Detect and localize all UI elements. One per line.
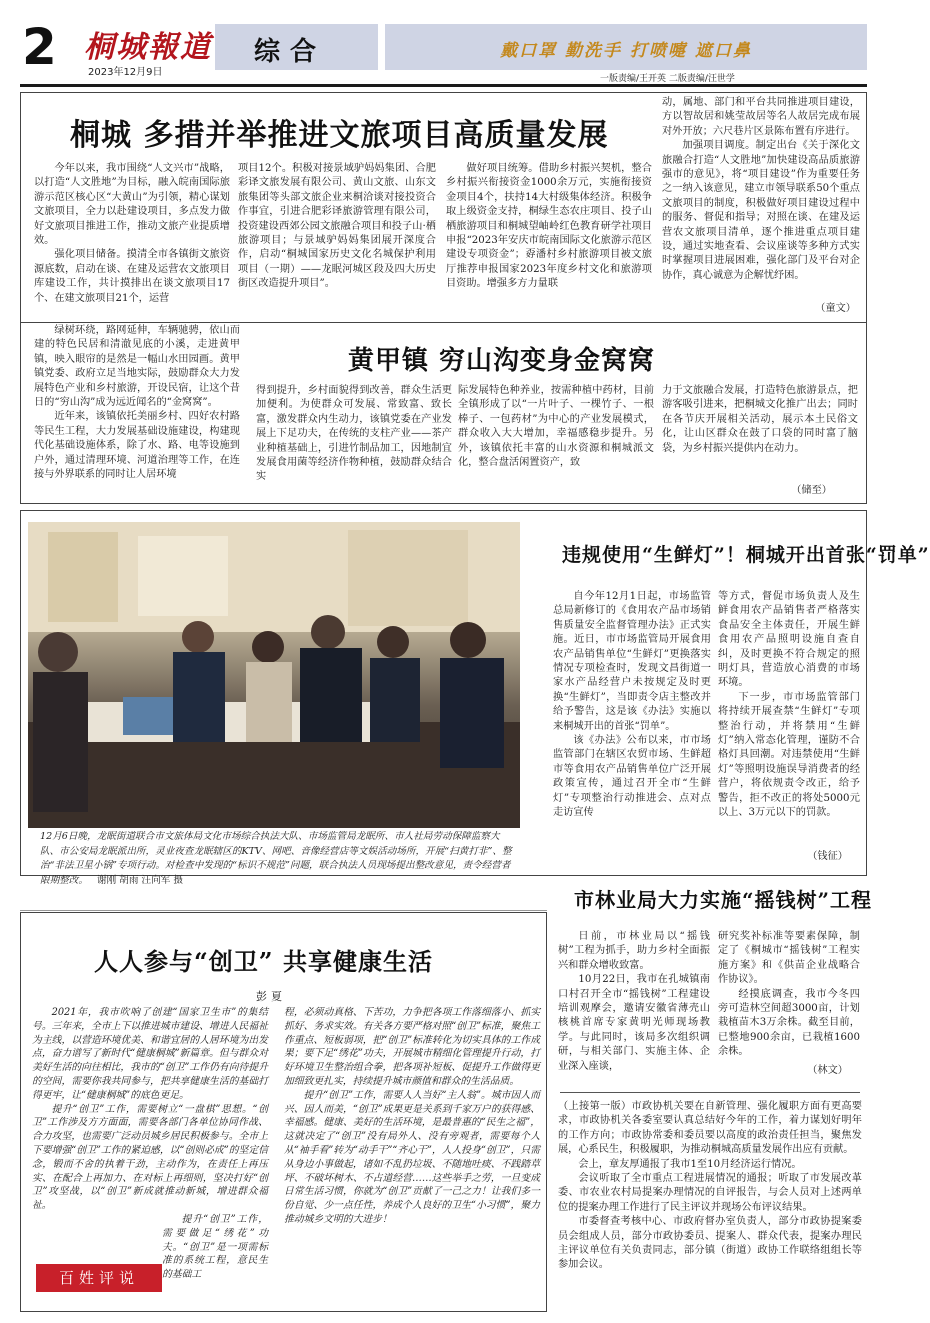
article1-column-3	[446, 162, 652, 316]
paragraph: 加强项目调度。制定出台《关于深化文旅融合打造“人文胜地”加快建设高品质旅游强市的意见》，将“项目建设”作为重要任务之一纳入该意见，建立市领导联系50个重点文旅项目的制度，积极做好项目建设过程中的服务、督促和指导；对照在谈、在建及运营农文旅项目清单，逐个推进重点项目建设，通过实地查看、会议座谈等多种方式实时掌握项目进展困难，强化部门及平台对企协作，真心诚意为企解忧纾困。	[662, 140, 860, 281]
headline-huangjia: 黄甲镇 穷山沟变身金窝窝	[348, 346, 656, 376]
article2-column-3	[458, 384, 654, 500]
paragraph: 项目12个。积极对接景域驴妈妈集团、合肥彩译文旅发展有限公司、黄山文旅、山东文旅集团等头部文旅企业来桐洽谈对接投资合作事宜，引进合肥彩译旅游管理有限公司，投资建设西郊公园文旅融合项目和投子山·栖旅游项目；与景域驴妈妈集团展开深度合作，启动“桐城国家历史文化名城保护利用项目（一期）——龙眠河城区段及四大历史街区改造提升项目”。	[238, 163, 436, 290]
paragraph: 际发展特色种养业，按需种植中药材，目前全镇形成了以“一片叶子、一棵竹子、一根棒子、一包药材”为中心的产业发展模式，群众收入大大增加，幸福感稳步提升。另外，该镇依托丰富的山水资源和桐城派文化，整合盘活闲置资产，致	[458, 385, 654, 469]
paragraph: 强化项目储备。摸清全市各镇街文旅资源底数，启动在谈、在建及运营农文旅项目库建设工作，共计摸排出在谈文旅项目17个、在建文旅项目21个，运营	[34, 249, 230, 304]
article5-column-2	[284, 1006, 540, 1310]
paragraph: 经摸底调查，我市今冬四旁可造林空间超3000亩，计划栽植苗木3万余株。截至目前，已整地900余亩，已栽植1600余株。	[718, 988, 860, 1058]
header-rule	[20, 84, 867, 87]
paragraph: 2021年，我市吹响了创建“国家卫生市”的集结号。三年来，全市上下以推进城市建设、增进人民福祉为主线，以营造环境优美、和谐宜居的人居环境为出发点，奋力谱写了新时代“健康桐城”新篇章。但与群众对美好生活的向往相比，我市的“创卫”工作仍有向待提升的空间，需要你我共同参与，把共享健康生活的基础打得更牢，让“健康桐城”的底色更足。	[32, 1007, 268, 1101]
inspection-photo	[28, 522, 520, 828]
headline-health: 人人参与“创卫” 共享健康生活	[94, 947, 433, 976]
paper-name: 桐城報道	[84, 30, 212, 65]
photo-credit: 谢刚 胡雨 汪向军 摄	[97, 874, 183, 886]
paragraph: 会上，章友厚通报了我市1至10月经济运行情况。	[578, 1158, 802, 1170]
article1-column-4	[662, 96, 860, 302]
slogan: 戴口罩 勤洗手 打喷嚏 遮口鼻	[500, 41, 752, 61]
paragraph: 提升“创卫”工作，需要做足“绣花”功夫。“创卫”是一项需标准的系统工程，意民生的基础工	[162, 1213, 268, 1281]
paragraph: （上接第一版）市政协机关要在自新管理、强化履职方面有更高要求，市政协机关各委室要认真总结好今年的工作，着力谋划好明年的工作方向；市政协常委和委员要以高度的政治责任担当，聚焦发展，心系民生，积极履职，为推动桐城高质量发展作出应有贡献。	[558, 1101, 862, 1156]
publication-date: 2023年12月9日	[88, 67, 163, 78]
paragraph: 今年以来，我市围绕“人文兴市”战略，以打造“人文胜地”为目标，融入皖南国际旅游示范区核心区“大黄山”为引领，精心谋划文旅项目，全力以赴建设项目，多点发力做好文旅项目推进工作，推动文旅产业提质增效。	[34, 163, 230, 247]
article1-column-2	[238, 162, 436, 316]
paragraph: 自今年12月1日起，市场监管总局新修订的《食用农产品市场销售质量安全监督管理办法》正式实施。近日，市市场监管局开展食用农产品销售单位“生鲜灯”更换落实情况专项检查时，发现文昌街道一家水产品经营户未按规定及时更换“生鲜灯”，当即责令店主整改并给予警告，这是该《办法》实施以来桐城开出的首张“罚单”。	[553, 591, 711, 732]
paragraph: 力于文旅融合发展，打造特色旅游景点，把游客吸引进来，把桐城文化推广出去；同时在各节庆开展相关活动，展示本土民俗文化，让山区群众在鼓了口袋的同时富了脑袋，为乡村振兴提供内在动力。	[662, 385, 858, 454]
paragraph: 日前，市林业局以“摇钱树”工程为抓手，助力乡村全面振兴和群众增收致富。	[558, 931, 710, 971]
headline-culture-tourism: 桐城 多措并举推进文旅项目高质量发展	[70, 118, 609, 153]
article2-signature: （储至）	[791, 485, 832, 496]
author: 彭夏	[256, 990, 286, 1003]
editor-credits: 一版责编/王开英 二版责编/汪世学	[600, 74, 735, 84]
headline-forestry: 市林业局大力实施“摇钱树”工程	[574, 888, 873, 912]
paragraph: 绿树环绕，路网延伸，车辆驰骋，依山而建的特色民居和清澈见底的小溪，走进黄甲镇，映入眼帘的是然是一幅山水田园画。黄甲镇党委、政府立足当地实际，鼓励群众大力发展特色产业和乡村旅游，开设民宿，让这个昔日的“穷山沟”成为远近闻名的“金窝窝”。	[34, 325, 240, 409]
page-number: 2	[22, 18, 57, 76]
article3-column-1	[553, 590, 711, 866]
article4-column-2	[718, 930, 860, 1062]
article2-column-4	[662, 384, 858, 484]
paragraph: 等方式，督促市场负责人及生鲜食用农产品销售者严格落实食品安全主体责任，开展生鲜食用农产品照明设施自查自纠，及时更换不符合规定的照明灯具，营造放心消费的市场环境。	[718, 591, 860, 689]
commentary-badge: 百姓评说	[36, 1264, 162, 1292]
article2-column-2	[256, 384, 452, 500]
paragraph: 会议听取了全市重点工程进展情况的通报；听取了市发展改革委、市农业农村局提案办理情况的自评报告，与会人员对上述两单位的提案办理工作进行了民主评议并现场公布评议结果。	[558, 1173, 862, 1213]
paragraph: 研究奖补标准等要素保障，制定了《桐城市“摇钱树”工程实施方案》和《供苗企业战略合作协议》。	[718, 931, 860, 986]
divider	[20, 910, 547, 911]
paragraph: 10月22日，我市在孔城镇南口村召开全市“摇钱树”工程建设培训观摩会，邀请安徽省薄壳山核桃首席专家黄明光师现场教学。与此同时，该局多次组织调研，与相关部门、实施主体、企业深入座谈，	[558, 974, 710, 1072]
article1-signature: （童文）	[815, 303, 856, 314]
article3-signature: （钱征）	[807, 851, 848, 862]
masthead	[0, 0, 887, 90]
article4-column-1	[558, 930, 710, 1090]
paragraph: 下一步，市市场监管部门将持续开展查禁“生鲜灯”专项整治行动，并将禁用“生鲜灯”纳入常态化管理，谨防不合格灯具回潮。对违禁使用“生鲜灯”等照明设施误导消费者的经营户，将依规责令改正，给予警告，拒不改正的将处5000元以上、3万元以下的罚款。	[718, 691, 860, 819]
paragraph: 提升“创卫”工作，需要树立“一盘棋”思想。“创卫”工作涉及方方面面，需要各部门各单位协同作战、合力攻坚，也需要广泛动员城乡居民积极参与。全市上下要增强“创卫”工作的紧迫感，以“创则必成”的坚定信念，锻而不舍的执着干劲，主动作为，在责任上再压实、在配合上再加力、在对标上再细则，坚决打好“创卫”攻坚战，以“创卫”新成就推动新城，增进群众福祉。	[32, 1103, 268, 1212]
paragraph: 做好项目统筹。借助乡村振兴契机，整合乡村振兴衔接资金1000余万元，实施衔接资金项目4个，扶持14大村级集体经济。积极争取上级资金支持，桐绿生态农庄项目、投子山栖旅游项目和桐城望岫岭红色教育研学社项目申报“2023年安庆市皖南国际文化旅游示范区建设专项资金”；孬潘村乡村旅游项目被文旅厅推荐申报国家2023年度乡村文化和旅游项目资助。增强多方力量联	[446, 163, 652, 290]
divider	[560, 1092, 860, 1093]
paragraph: 该《办法》公布以来，市市场监管部门在辖区农贸市场、生鲜超市等食用农产品销售单位广泛开展政策宣传，通过召开全市“生鲜灯”专项整治行动推进会、点对点走访宣传	[553, 735, 711, 819]
article4-signature: （林文）	[807, 1065, 848, 1076]
photo-caption	[40, 830, 518, 886]
article2-column-1	[34, 324, 240, 500]
headline-fresh-light: 违规使用“生鲜灯”！桐城开出首张“罚单”	[562, 544, 930, 566]
paragraph: 市委督查考核中心、市政府督办室负责人，部分市政协提案委员会组成人员，部分市政协委员、提案人、群众代表，提案办理民主评议单位有关负责同志，部分镇（街道）政协工作联络组组长等参加会议。	[558, 1216, 862, 1271]
paragraph: 提升“创卫”工作，需要人人当好“主人翁”。城市因人而兴、因人而美，“创卫”成果更是关系到千家万户的获得感、幸福感。健康、美好的生活环境，是最普惠的“民生之福”，这就决定了“创卫”没有局外人、没有旁观者，需要每个人从“袖手看”转为“动手干”“齐心干”，人人投身“创卫”，只需从身边小事做起，诸如不乱扔垃圾、不随地吐痰、不践踏草坪、不破坏树木、不占道经营……这些举手之劳，一旦变成日常生活习惯，你就为“创卫”贡献了一己之力！让我们多一份自觉、少一点任性，养成个人良好的卫生“小习惯”，聚力推动城乡文明的大进步！	[284, 1089, 540, 1225]
section-title: 综合	[254, 37, 327, 67]
divider	[20, 322, 867, 323]
paragraph: 近年来，该镇依托美丽乡村、四好农村路等民生工程，大力发展基础设施建设，构建现代化基础设施体系，除了水、路、电等设施到户外，通过清理环境、河道治理等工作，在连接与外界联系的同时让人居环境	[34, 411, 240, 481]
paragraph: 动，属地、部门和平台共同推进项目建设，方以智故居和姚莹故居等名人故居完成布展对外开放；六尺巷片区景陈布置有序进行。	[662, 97, 860, 137]
caption-text: 12月6日晚，龙眠街道联合市文旅体局文化市场综合执法大队、市场监管局龙眠所、市人社局劳动保障监察大队、市公安局龙眠派出所，灵业夜查龙眠辖区的KTV、网吧、音像经营店等文娱活动场所，开展“扫黄打非”、整治“非法卫星小锅”专项行动。对检查中发现的“标识不规范”问题，联合执法人员现场提出整改意见，责令经营者限期整改。	[40, 831, 512, 886]
paragraph: 程，必须动真格、下苦功，力争把各项工作落细落小、抓实抓好、务求实效。有关各方要严格对照“创卫”标准，聚焦工作重点、短板弱项，把“创卫”标准转化为切实具体的工作成果；要下足“绣花”功夫，开展城市精细化管理提升行动，打好环境卫生整治组合拳，把各项补短板、促提升工作做得更加细致更扎实，持续提升城市颜值和群众的生活品质。	[284, 1007, 540, 1087]
paragraph: 得到提升，乡村面貌得到改善，群众生活更加便利。为使群众可发展、常致富、致长富，激发群众内生动力，该镇党委在产业发展上下足功夫，在传统的支柱产业——茶产业种植基础上，引进竹制品加工，因地制宜发展食用菌等经济作物种植，鼓励群众结合实	[256, 385, 452, 483]
article1-column-1	[34, 162, 230, 316]
article3-column-2	[718, 590, 860, 846]
photo-illustration	[28, 522, 520, 828]
continued-article	[558, 1100, 862, 1312]
